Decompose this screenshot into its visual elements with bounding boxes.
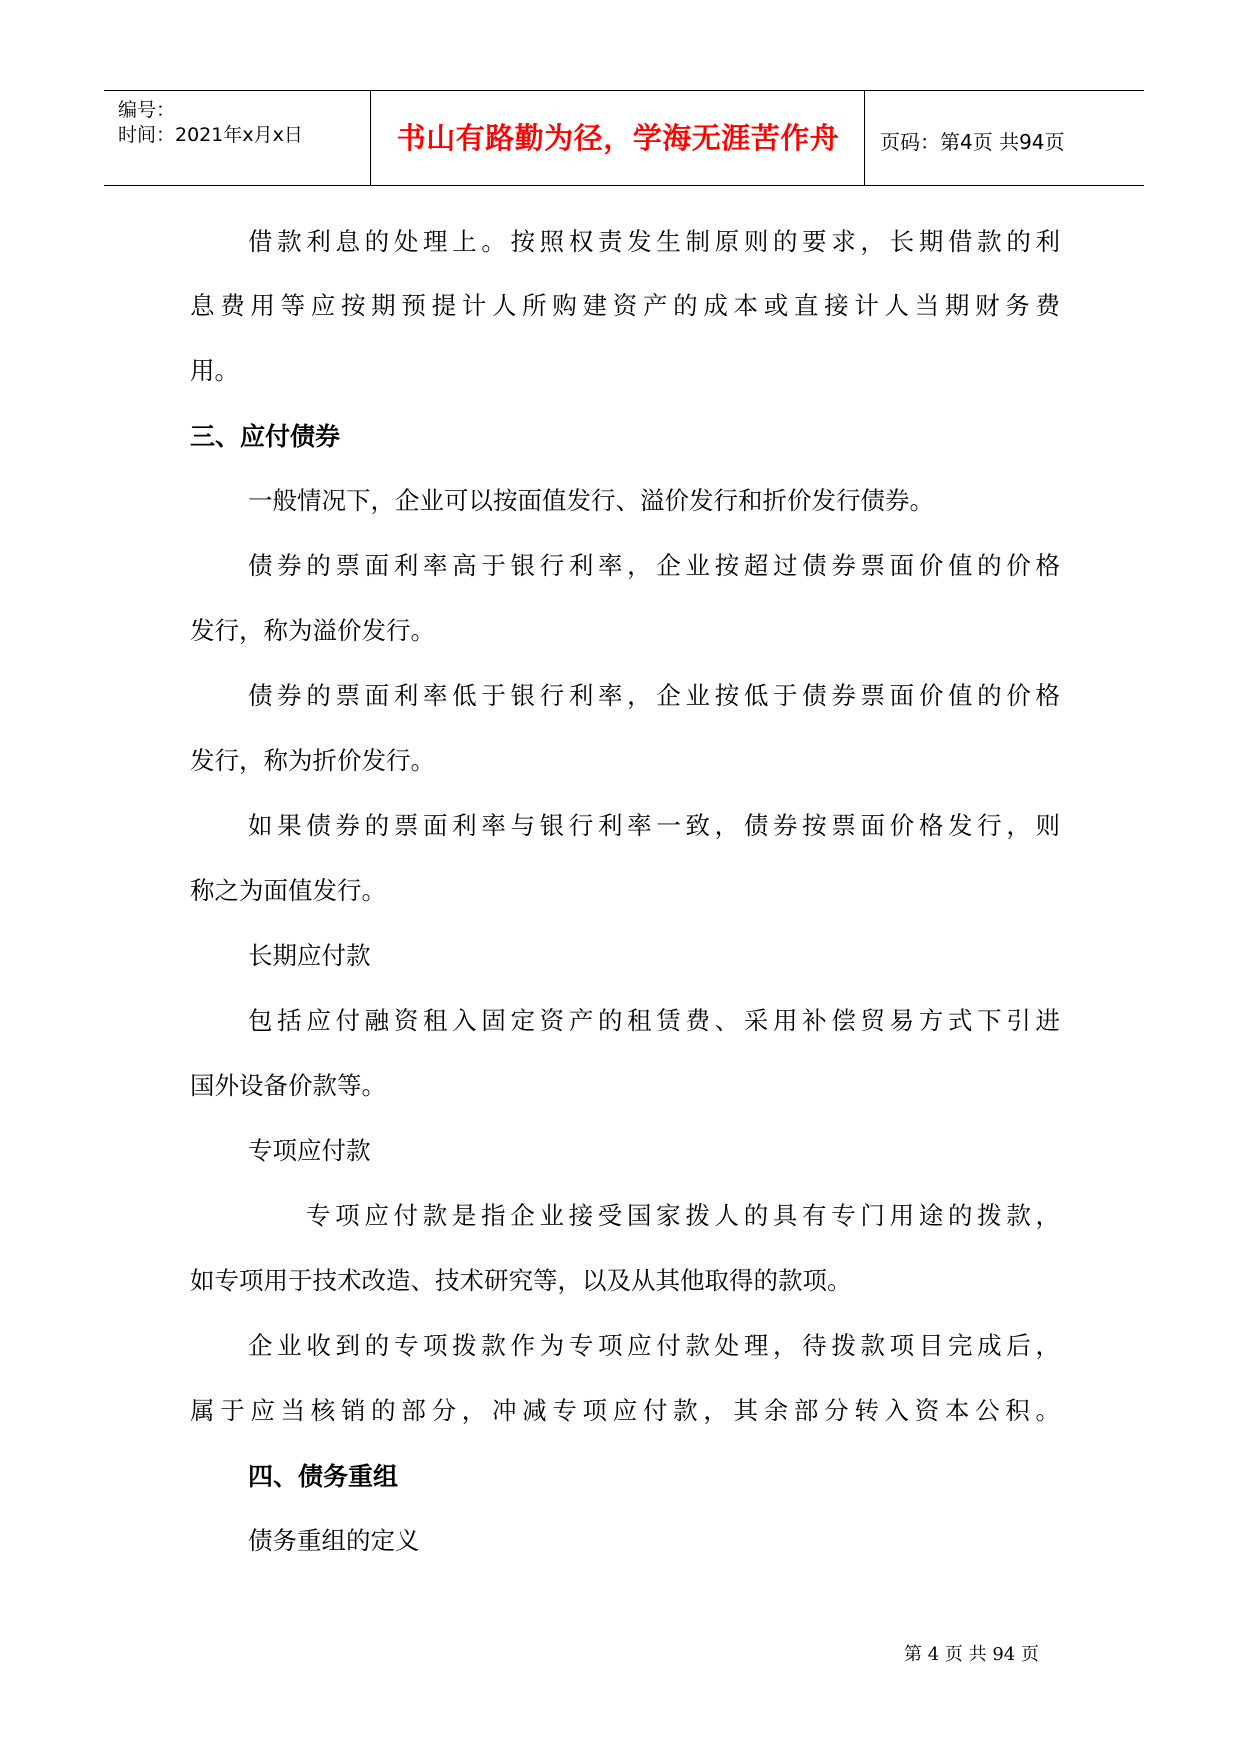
paragraph-line: 债务重组的定义 (248, 1526, 420, 1555)
header-motto-cell (372, 91, 865, 185)
subsection-title: 长期应付款 (248, 941, 371, 970)
paragraph-line: 用。 (190, 356, 239, 385)
paragraph-line: 息费用等应按期预提计人所购建资产的成本或直接计人当期财务费 (190, 291, 1060, 320)
paragraph-line: 包括应付融资租入固定资产的租赁费、采用补偿贸易方式下引进 (248, 1006, 1060, 1035)
header-page-label: 页码：第4页 共94页 (880, 130, 1065, 154)
paragraph-line: 一般情况下，企业可以按面值发行、溢价发行和折价发行债券。 (248, 486, 934, 515)
header-time-label: 时间：2021年x月x日 (118, 124, 303, 146)
subsection-title: 专项应付款 (248, 1136, 371, 1165)
header-motto: 书山有路勤为径，学海无涯苦作舟 (396, 121, 840, 155)
paragraph-line: 企业收到的专项拨款作为专项应付款处理，待拨款项目完成后， (248, 1331, 1060, 1360)
paragraph-line: 发行，称为溢价发行。 (190, 616, 435, 645)
paragraph-line: 专项应付款是指企业接受国家拨人的具有专门用途的拨款， (306, 1201, 1060, 1230)
paragraph-line: 如果债券的票面利率与银行利率一致，债券按票面价格发行，则 (248, 811, 1060, 840)
paragraph-line: 称之为面值发行。 (190, 876, 386, 905)
paragraph-line: 债券的票面利率低于银行利率，企业按低于债券票面价值的价格 (248, 681, 1060, 710)
page-header (104, 90, 1144, 186)
section-heading-4: 四、债务重组 (248, 1462, 399, 1491)
paragraph-line: 借款利息的处理上。按照权责发生制原则的要求，长期借款的利 (248, 227, 1060, 256)
page-footer: 第 4 页 共 94 页 (904, 1644, 1039, 1665)
header-meta-cell (104, 91, 371, 185)
paragraph-line: 国外设备价款等。 (190, 1071, 386, 1100)
header-page-cell (866, 91, 1144, 185)
paragraph-line: 发行，称为折价发行。 (190, 746, 435, 775)
header-number-label: 编号： (118, 99, 176, 121)
section-heading-3: 三、应付债券 (190, 422, 341, 451)
paragraph-line: 属于应当核销的部分，冲减专项应付款，其余部分转入资本公积。 (190, 1396, 1060, 1425)
paragraph-line: 债券的票面利率高于银行利率，企业按超过债券票面价值的价格 (248, 551, 1060, 580)
paragraph-line: 如专项用于技术改造、技术研究等，以及从其他取得的款项。 (190, 1266, 852, 1295)
